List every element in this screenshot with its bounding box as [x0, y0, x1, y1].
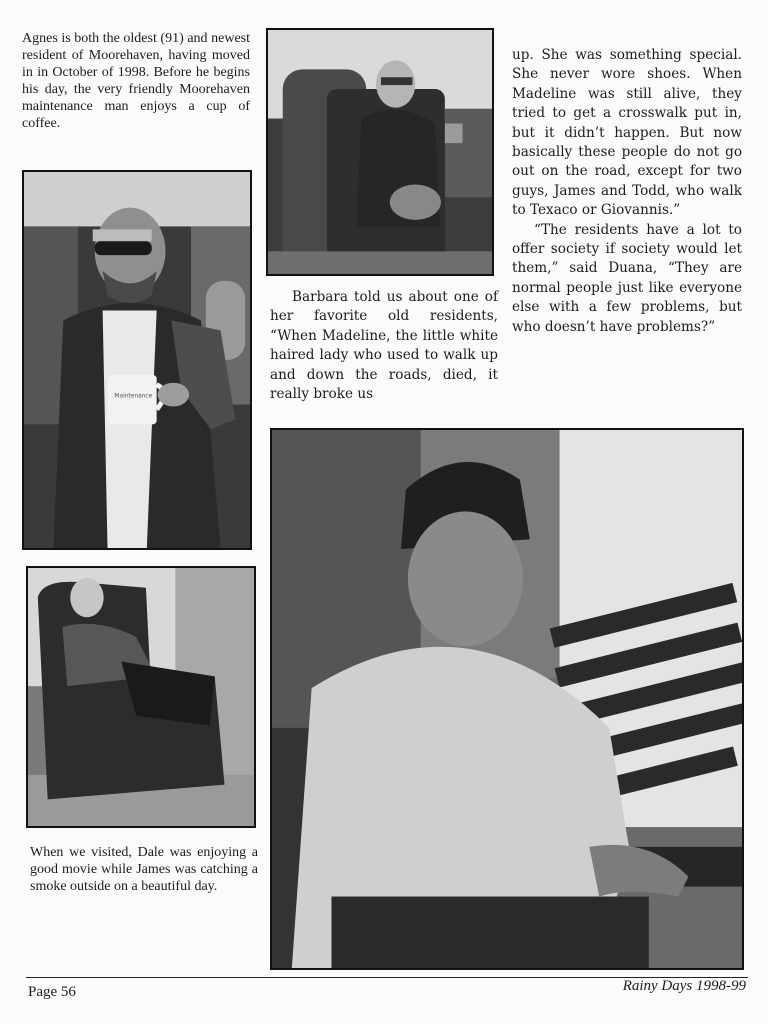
photo-agnes	[266, 28, 494, 276]
photo-dale	[26, 566, 256, 828]
article-column-1	[270, 288, 498, 404]
article-paragraph-3: “The residents have a lot to offer society if society would let them,” said Duana, “They are normal people just like everyone else with a few problems, but who doesn’t have problems?”	[512, 221, 742, 335]
photo-james	[270, 428, 744, 970]
publication-title: Rainy Days 1998-99	[622, 978, 746, 994]
caption-dale: When we visited, Dale was enjoying a good movie while James was catching a smoke outside on a beautiful day.	[30, 845, 258, 894]
article-column-2	[512, 46, 742, 337]
mug-text: Maintenance	[114, 393, 153, 400]
caption-agnes: Agnes is both the oldest (91) and newest resident of Moorehaven, having moved in in October of 1998. Before he begins his day, the very friendly Moorehaven maintenance man enjoys a cup of coffee.	[22, 31, 250, 131]
photo-maintenance-man	[22, 170, 252, 550]
article-paragraph-1: Barbara told us about one of her favorite old residents, “When Madeline, the little white haired lady who used to walk up and down the roads, died, it really broke us	[270, 289, 498, 403]
page-number: Page 56	[28, 984, 76, 1000]
article-paragraph-2: up. She was something special. She never wore shoes. When Madeline was still alive, they tried to get a crosswalk put in, but it didn’t happen. But now basically these people do not go out on the road, except for two guys, James and Todd, who walk to Texaco or Giovannis.”	[512, 47, 742, 219]
